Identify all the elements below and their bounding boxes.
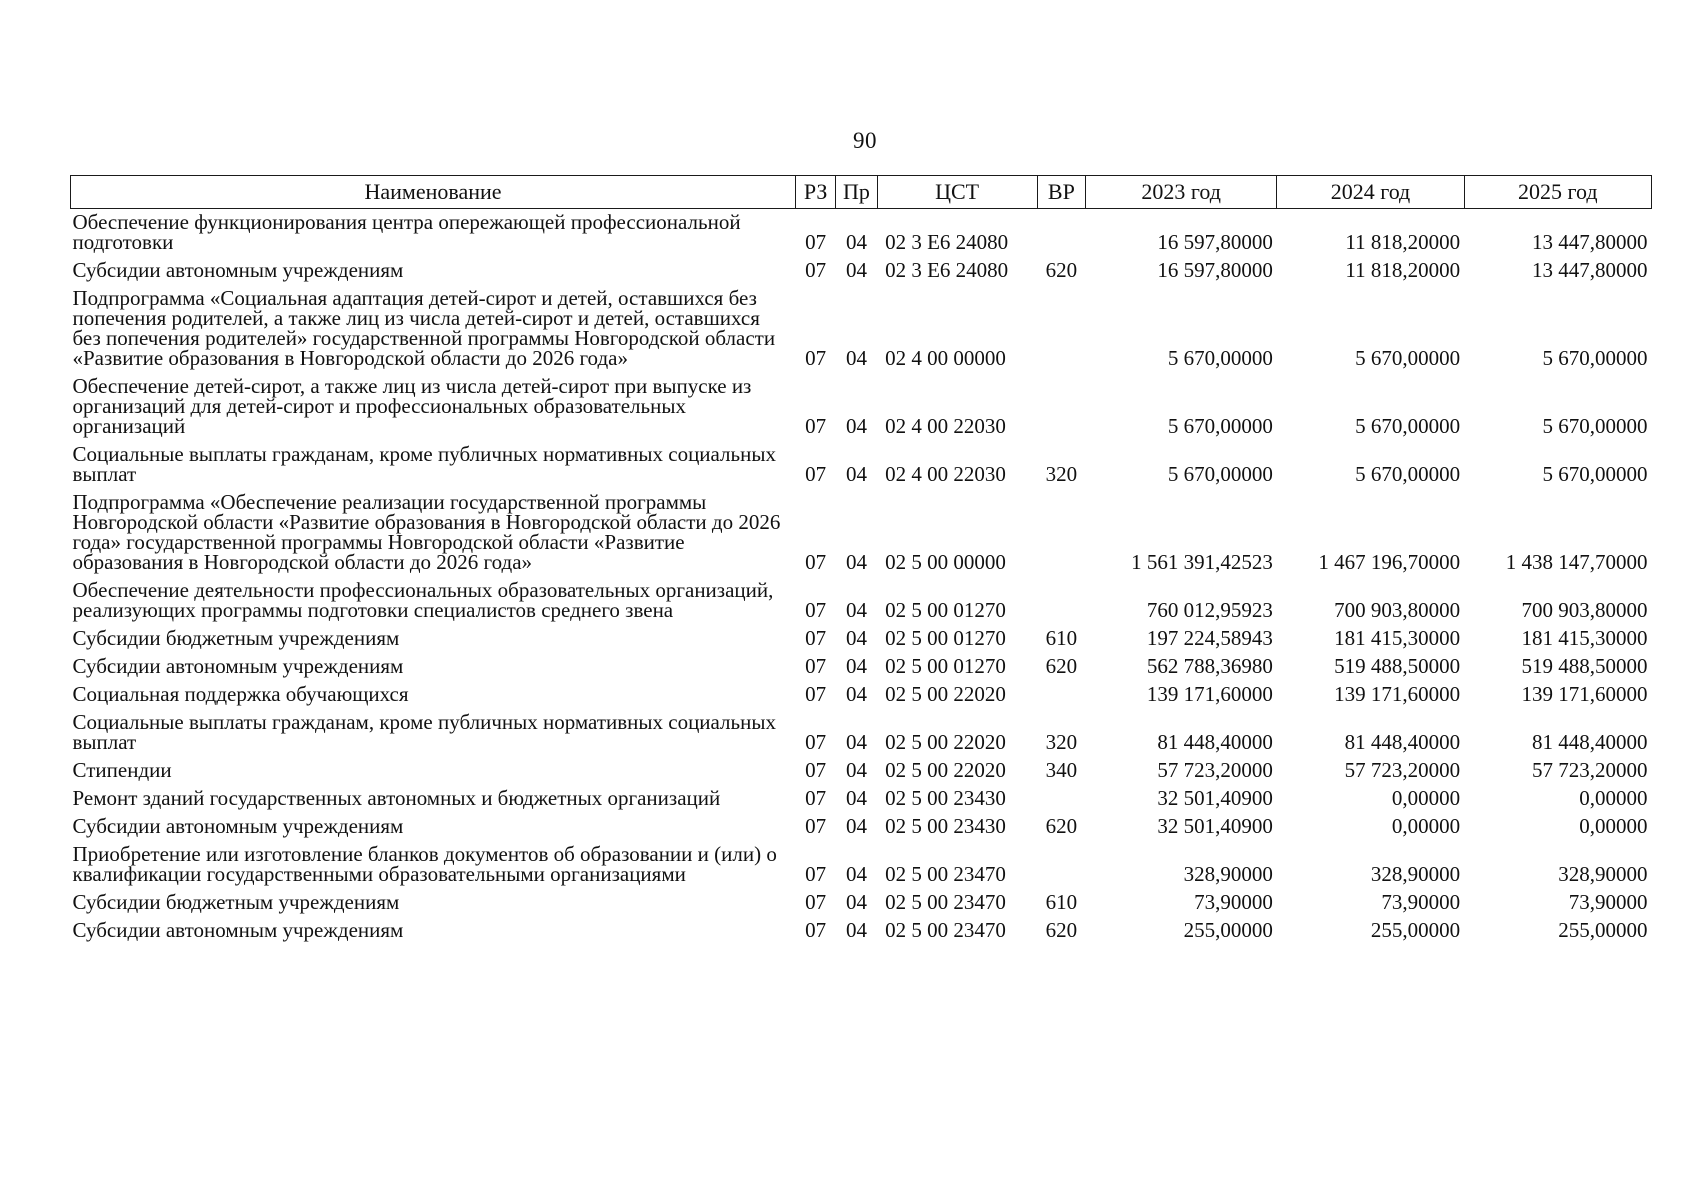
row-2024: 5 670,00000 bbox=[1355, 346, 1461, 370]
row-rz: 07 bbox=[805, 626, 827, 650]
row-2024: 11 818,20000 bbox=[1345, 230, 1461, 254]
table-row bbox=[71, 489, 1652, 577]
row-cst: 02 5 00 23470 bbox=[885, 890, 1006, 914]
row-2025: 139 171,60000 bbox=[1521, 682, 1648, 706]
row-2023: 57 723,20000 bbox=[1157, 758, 1273, 782]
row-vr bbox=[1037, 785, 1085, 813]
row-cst: 02 5 00 23430 bbox=[885, 814, 1006, 838]
row-vr: 620 bbox=[1045, 258, 1078, 282]
row-pr: 04 bbox=[845, 814, 867, 838]
row-vr: 620 bbox=[1045, 918, 1078, 942]
header-name: Наименование bbox=[71, 176, 796, 209]
row-name: Субсидии автономным учреждениям bbox=[72, 258, 404, 282]
row-2023: 5 670,00000 bbox=[1167, 414, 1273, 438]
row-2025: 13 447,80000 bbox=[1532, 230, 1648, 254]
row-rz: 07 bbox=[805, 786, 827, 810]
row-pr: 04 bbox=[845, 862, 867, 886]
row-pr: 04 bbox=[845, 230, 867, 254]
row-name: Приобретение или изготовление бланков документов об образовании и (или) о квалификации государственными образовательными организациями bbox=[72, 842, 777, 886]
row-2023: 81 448,40000 bbox=[1157, 730, 1273, 754]
row-cst: 02 5 00 22020 bbox=[885, 758, 1006, 782]
row-pr: 04 bbox=[845, 626, 867, 650]
row-rz: 07 bbox=[805, 918, 827, 942]
table-row bbox=[71, 373, 1652, 441]
table-row bbox=[71, 841, 1652, 889]
row-rz: 07 bbox=[805, 862, 827, 886]
row-2023: 32 501,40900 bbox=[1157, 786, 1273, 810]
table-row bbox=[71, 441, 1652, 489]
row-name: Субсидии автономным учреждениям bbox=[72, 654, 404, 678]
row-vr bbox=[1037, 577, 1085, 625]
table-row bbox=[71, 889, 1652, 917]
row-2024: 73,90000 bbox=[1381, 890, 1461, 914]
row-2025: 700 903,80000 bbox=[1521, 598, 1648, 622]
row-2025: 0,00000 bbox=[1579, 786, 1648, 810]
row-cst: 02 4 00 00000 bbox=[885, 346, 1006, 370]
row-name: Ремонт зданий государственных автономных и бюджетных организаций bbox=[72, 786, 721, 810]
row-rz: 07 bbox=[805, 730, 827, 754]
row-cst: 02 5 00 01270 bbox=[885, 598, 1006, 622]
row-pr: 04 bbox=[845, 890, 867, 914]
row-pr: 04 bbox=[845, 918, 867, 942]
row-name: Стипендии bbox=[72, 758, 172, 782]
row-rz: 07 bbox=[805, 462, 827, 486]
row-rz: 07 bbox=[805, 550, 827, 574]
header-2024: 2024 год bbox=[1277, 176, 1464, 209]
row-2024: 5 670,00000 bbox=[1355, 414, 1461, 438]
row-name: Обеспечение функционирования центра опережающей профессиональной подготовки bbox=[72, 210, 741, 254]
table-header-row bbox=[71, 176, 1652, 209]
row-vr: 610 bbox=[1045, 626, 1078, 650]
row-vr: 620 bbox=[1045, 814, 1078, 838]
row-cst: 02 5 00 23470 bbox=[885, 918, 1006, 942]
row-2025: 255,00000 bbox=[1558, 918, 1648, 942]
row-rz: 07 bbox=[805, 654, 827, 678]
row-vr bbox=[1037, 285, 1085, 373]
page-number: 90 bbox=[853, 128, 877, 153]
header-vr: ВР bbox=[1037, 176, 1085, 209]
row-name: Социальная поддержка обучающихся bbox=[72, 682, 409, 706]
row-cst: 02 5 00 01270 bbox=[885, 654, 1006, 678]
row-2025: 5 670,00000 bbox=[1542, 462, 1648, 486]
row-2023: 760 012,95923 bbox=[1146, 598, 1273, 622]
row-2024: 328,90000 bbox=[1370, 862, 1461, 886]
table-row bbox=[71, 653, 1652, 681]
row-cst: 02 4 00 22030 bbox=[885, 414, 1006, 438]
row-2024: 1 467 196,70000 bbox=[1318, 550, 1461, 574]
budget-table bbox=[70, 175, 1652, 945]
row-2023: 5 670,00000 bbox=[1167, 462, 1273, 486]
row-name: Обеспечение детей-сирот, а также лиц из числа детей-сирот при выпуске из организаций для детей-сирот и профессиональных образовательных организаций bbox=[72, 374, 752, 438]
row-vr bbox=[1037, 681, 1085, 709]
row-2025: 5 670,00000 bbox=[1542, 346, 1648, 370]
row-vr: 340 bbox=[1045, 758, 1078, 782]
row-pr: 04 bbox=[845, 258, 867, 282]
row-rz: 07 bbox=[805, 346, 827, 370]
row-vr: 320 bbox=[1045, 730, 1078, 754]
row-2024: 57 723,20000 bbox=[1344, 758, 1461, 782]
row-pr: 04 bbox=[845, 346, 867, 370]
row-2024: 139 171,60000 bbox=[1334, 682, 1461, 706]
row-pr: 04 bbox=[845, 598, 867, 622]
header-rz: РЗ bbox=[796, 176, 836, 209]
row-rz: 07 bbox=[805, 414, 827, 438]
row-rz: 07 bbox=[805, 758, 827, 782]
row-pr: 04 bbox=[845, 414, 867, 438]
row-vr bbox=[1037, 489, 1085, 577]
row-2023: 16 597,80000 bbox=[1157, 258, 1273, 282]
row-2023: 5 670,00000 bbox=[1167, 346, 1273, 370]
table-row bbox=[71, 813, 1652, 841]
row-name: Подпрограмма «Обеспечение реализации государственной программы Новгородской области «Развитие образования в Новгородской области до 2026 года» государственной программы Новгородской области «Развитие образования в Новгородской области до 2026 года» bbox=[72, 490, 781, 574]
row-2023: 16 597,80000 bbox=[1157, 230, 1273, 254]
row-pr: 04 bbox=[845, 654, 867, 678]
table-row bbox=[71, 709, 1652, 757]
header-pr: Пр bbox=[836, 176, 877, 209]
row-pr: 04 bbox=[845, 462, 867, 486]
row-2024: 5 670,00000 bbox=[1355, 462, 1461, 486]
table-row bbox=[71, 285, 1652, 373]
row-name: Субсидии бюджетным учреждениям bbox=[72, 890, 400, 914]
row-2023: 197 224,58943 bbox=[1146, 626, 1273, 650]
table-row bbox=[71, 757, 1652, 785]
row-cst: 02 5 00 22020 bbox=[885, 730, 1006, 754]
header-cst: ЦСТ bbox=[877, 176, 1037, 209]
row-2023: 139 171,60000 bbox=[1146, 682, 1273, 706]
row-2024: 0,00000 bbox=[1391, 786, 1461, 810]
table-row bbox=[71, 785, 1652, 813]
row-2025: 81 448,40000 bbox=[1532, 730, 1648, 754]
row-vr bbox=[1037, 841, 1085, 889]
row-pr: 04 bbox=[845, 786, 867, 810]
row-rz: 07 bbox=[805, 230, 827, 254]
row-vr: 610 bbox=[1045, 890, 1078, 914]
table-row bbox=[71, 257, 1652, 285]
row-2023: 1 561 391,42523 bbox=[1131, 550, 1273, 574]
row-name: Социальные выплаты гражданам, кроме публичных нормативных социальных выплат bbox=[72, 442, 776, 486]
table-row bbox=[71, 917, 1652, 945]
row-2024: 700 903,80000 bbox=[1334, 598, 1461, 622]
row-2024: 255,00000 bbox=[1370, 918, 1461, 942]
row-vr: 320 bbox=[1045, 462, 1078, 486]
row-rz: 07 bbox=[805, 814, 827, 838]
row-pr: 04 bbox=[845, 682, 867, 706]
row-vr bbox=[1037, 373, 1085, 441]
row-rz: 07 bbox=[805, 258, 827, 282]
row-2023: 562 788,36980 bbox=[1146, 654, 1273, 678]
row-name: Обеспечение деятельности профессиональных образовательных организаций, реализующих программы подготовки специалистов среднего звена bbox=[72, 578, 774, 622]
row-2024: 11 818,20000 bbox=[1345, 258, 1461, 282]
row-cst: 02 5 00 01270 bbox=[885, 626, 1006, 650]
row-rz: 07 bbox=[805, 682, 827, 706]
header-2025: 2025 год bbox=[1464, 176, 1651, 209]
row-cst: 02 3 Е6 24080 bbox=[885, 230, 1009, 254]
row-2023: 32 501,40900 bbox=[1157, 814, 1273, 838]
row-vr bbox=[1037, 209, 1085, 258]
row-2025: 0,00000 bbox=[1579, 814, 1648, 838]
row-2024: 181 415,30000 bbox=[1334, 626, 1461, 650]
row-cst: 02 3 Е6 24080 bbox=[885, 258, 1009, 282]
row-pr: 04 bbox=[845, 758, 867, 782]
row-2025: 1 438 147,70000 bbox=[1505, 550, 1648, 574]
row-cst: 02 4 00 22030 bbox=[885, 462, 1006, 486]
row-rz: 07 bbox=[805, 598, 827, 622]
row-2025: 73,90000 bbox=[1568, 890, 1648, 914]
table-row bbox=[71, 577, 1652, 625]
row-2025: 328,90000 bbox=[1558, 862, 1648, 886]
row-2025: 181 415,30000 bbox=[1521, 626, 1648, 650]
row-2023: 73,90000 bbox=[1194, 890, 1273, 914]
row-2023: 255,00000 bbox=[1183, 918, 1273, 942]
header-2023: 2023 год bbox=[1086, 176, 1277, 209]
table-row bbox=[71, 625, 1652, 653]
row-2025: 5 670,00000 bbox=[1542, 414, 1648, 438]
row-name: Субсидии автономным учреждениям bbox=[72, 918, 404, 942]
row-name: Субсидии автономным учреждениям bbox=[72, 814, 404, 838]
row-2025: 519 488,50000 bbox=[1521, 654, 1648, 678]
row-2025: 13 447,80000 bbox=[1532, 258, 1648, 282]
row-cst: 02 5 00 23470 bbox=[885, 862, 1006, 886]
row-vr: 620 bbox=[1045, 654, 1078, 678]
row-rz: 07 bbox=[805, 890, 827, 914]
row-cst: 02 5 00 00000 bbox=[885, 550, 1006, 574]
row-name: Субсидии бюджетным учреждениям bbox=[72, 626, 400, 650]
row-pr: 04 bbox=[845, 550, 867, 574]
row-cst: 02 5 00 23430 bbox=[885, 786, 1006, 810]
row-name: Социальные выплаты гражданам, кроме публичных нормативных социальных выплат bbox=[72, 710, 776, 754]
row-2023: 328,90000 bbox=[1183, 862, 1273, 886]
table-row bbox=[71, 681, 1652, 709]
row-cst: 02 5 00 22020 bbox=[885, 682, 1006, 706]
row-2024: 0,00000 bbox=[1391, 814, 1461, 838]
table-row bbox=[71, 209, 1652, 258]
row-name: Подпрограмма «Социальная адаптация детей-сирот и детей, оставшихся без попечения родителей, а также лиц из числа детей-сирот и детей, оставшихся без попечения родителей» государственной программы Новгородской области «Развитие образования в Новгородской области до 2026 года» bbox=[72, 286, 776, 370]
row-2025: 57 723,20000 bbox=[1532, 758, 1648, 782]
row-2024: 519 488,50000 bbox=[1334, 654, 1461, 678]
row-2024: 81 448,40000 bbox=[1344, 730, 1461, 754]
row-pr: 04 bbox=[845, 730, 867, 754]
